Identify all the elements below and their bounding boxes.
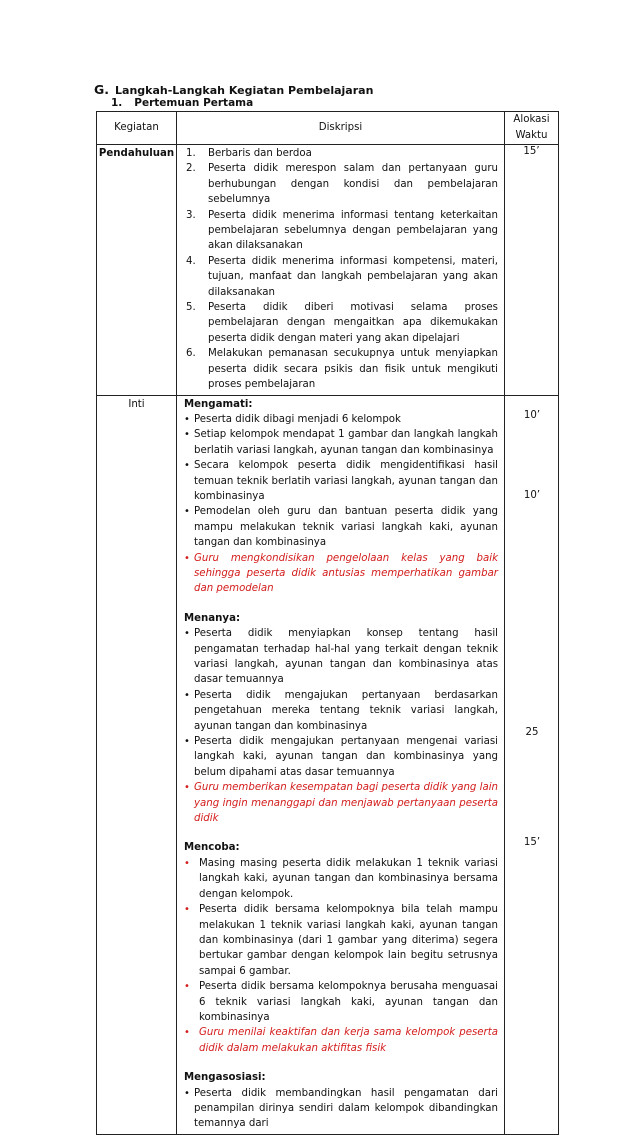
list-item: • Peserta didik bersama kelompoknya berusaha menguasai 6 teknik variasi langkah kaki, ayunan tangan dan kombinasinya — [184, 981, 498, 1023]
list-item: • Secara kelompok peserta didik mengidentifikasi hasil temuan teknik berlatih variasi langkah, ayunan tangan dan kombinasinya — [184, 460, 498, 502]
mencoba-list — [184, 856, 498, 1056]
kegiatan-pendahuluan: Pendahuluan — [97, 145, 177, 396]
lesson-steps-table — [96, 111, 559, 1135]
list-item: 6. Melakukan pemanasan secukupnya untuk menyiapkan peserta didik secara psikis dan fisik untuk mengikuti proses pembelajaran — [186, 348, 498, 391]
table-header-row — [97, 112, 559, 145]
list-item: 1. Berbaris dan berdoa — [186, 148, 312, 159]
menanya-list — [184, 626, 498, 826]
header-alokasi-line2: Waktu — [515, 130, 548, 141]
header-kegiatan: Kegiatan — [97, 112, 177, 145]
list-item: 2. Peserta didik merespon salam dan pertanyaan guru berhubungan dengan kondisi dan pembelajaran sebelumnya — [186, 163, 498, 206]
alokasi-inti — [505, 395, 559, 1134]
row-inti — [97, 395, 559, 1134]
diskripsi-inti — [177, 395, 505, 1134]
guru-note: • Guru memberikan kesempatan bagi peserta didik yang lain yang ingin menanggapi dan menjawab pertanyaan peserta didik — [184, 782, 498, 825]
stage-mengasosiasi-title: Mengasosiasi: — [184, 1072, 266, 1084]
list-item: • Peserta didik dibagi menjadi 6 kelompok — [184, 413, 401, 425]
list-item: • Peserta didik mengajukan pertanyaan berdasarkan pengetahuan mereka tentang teknik variasi langkah, ayunan tangan dan kombinasinya — [184, 689, 498, 732]
subsection-title: Pertemuan Pertama — [134, 97, 254, 109]
mengasosiasi-list — [184, 1086, 498, 1132]
header-alokasi-line1: Alokasi — [513, 114, 550, 125]
row-pendahuluan — [97, 145, 559, 396]
header-diskripsi: Diskripsi — [177, 112, 505, 145]
list-item: • Peserta didik menyiapkan konsep tentang hasil pengamatan terhadap hal-hal yang terkait dengan teknik variasi langkah, ayunan tangan dan kombinasinya atas dasar temuannya — [184, 628, 498, 686]
stage-mencoba-title: Mencoba: — [184, 842, 240, 854]
time-value: 10’ — [523, 409, 541, 421]
stage-menanya-title: Menanya: — [184, 612, 241, 624]
section-heading — [94, 82, 373, 97]
stage-mengamati-title: Mengamati: — [184, 398, 253, 410]
guru-note: • Guru menilai keaktifan dan kerja sama kelompok peserta didik dalam melakukan aktifitas fisik — [184, 1027, 498, 1054]
subsection-heading — [111, 97, 253, 109]
list-item: • Peserta didik membandingkan hasil pengamatan dari penampilan dirinya sendiri dalam kelompok dibandingkan temannya dari — [184, 1087, 498, 1130]
list-item: • Peserta didik bersama kelompoknya bila telah mampu melakukan 1 teknik variasi langkah kaki, ayunan tangan dan kombinasinya (dari 1 gambar yang diterima) segera bertukar gambar dengan kelompok lain begitu setrusnya sampai 6 gambar. — [184, 904, 498, 977]
list-item: • Pemodelan oleh guru dan bantuan peserta didik yang mampu melakukan teknik variasi langkah kaki, ayunan tangan dan kombinasinya — [184, 506, 498, 549]
time-value: 15’ — [523, 836, 541, 848]
time-value: 10’ — [523, 489, 541, 501]
time-value: 25 — [525, 726, 539, 738]
subsection-number: 1. — [111, 97, 123, 109]
diskripsi-pendahuluan — [177, 145, 505, 396]
section-letter: G. — [94, 82, 110, 97]
list-item: 4. Peserta didik menerima informasi kompetensi, materi, tujuan, manfaat dan langkah pembelajaran yang akan dilaksanakan — [186, 255, 498, 298]
list-item: • Setiap kelompok mendapat 1 gambar dan langkah langkah berlatih variasi langkah, ayunan tangan dan kombinasinya — [184, 429, 498, 456]
pendahuluan-steps — [184, 146, 498, 393]
list-item: 5. Peserta didik diberi motivasi selama proses pembelajaran dengan mengaitkan apa dikemukakan peserta didik dengan materi yang akan dipelajari — [186, 302, 498, 344]
kegiatan-inti: Inti — [97, 395, 177, 1134]
header-alokasi-waktu — [505, 112, 559, 145]
guru-note: • Guru mengkondisikan pengelolaan kelas yang baik sehingga peserta didik antusias memperhatikan gambar dan pemodelan — [184, 552, 498, 595]
list-item: • Masing masing peserta didik melakukan 1 teknik variasi langkah kaki, ayunan tangan dan kombinasinya bersama dengan kelompok. — [184, 857, 498, 900]
list-item: 3. Peserta didik menerima informasi tentang keterkaitan pembelajaran sebelumnya dengan pembelajaran yang akan dilaksanakan — [186, 209, 498, 252]
time-value: 15’ — [523, 146, 540, 157]
alokasi-pendahuluan — [505, 145, 559, 396]
list-item: • Peserta didik mengajukan pertanyaan mengenai variasi langkah kaki, ayunan tangan dan kombinasinya yang belum dipahami atas dasar temuannya — [184, 736, 498, 778]
section-title: Langkah-Langkah Kegiatan Pembelajaran — [115, 84, 374, 97]
mengamati-list — [184, 412, 498, 597]
